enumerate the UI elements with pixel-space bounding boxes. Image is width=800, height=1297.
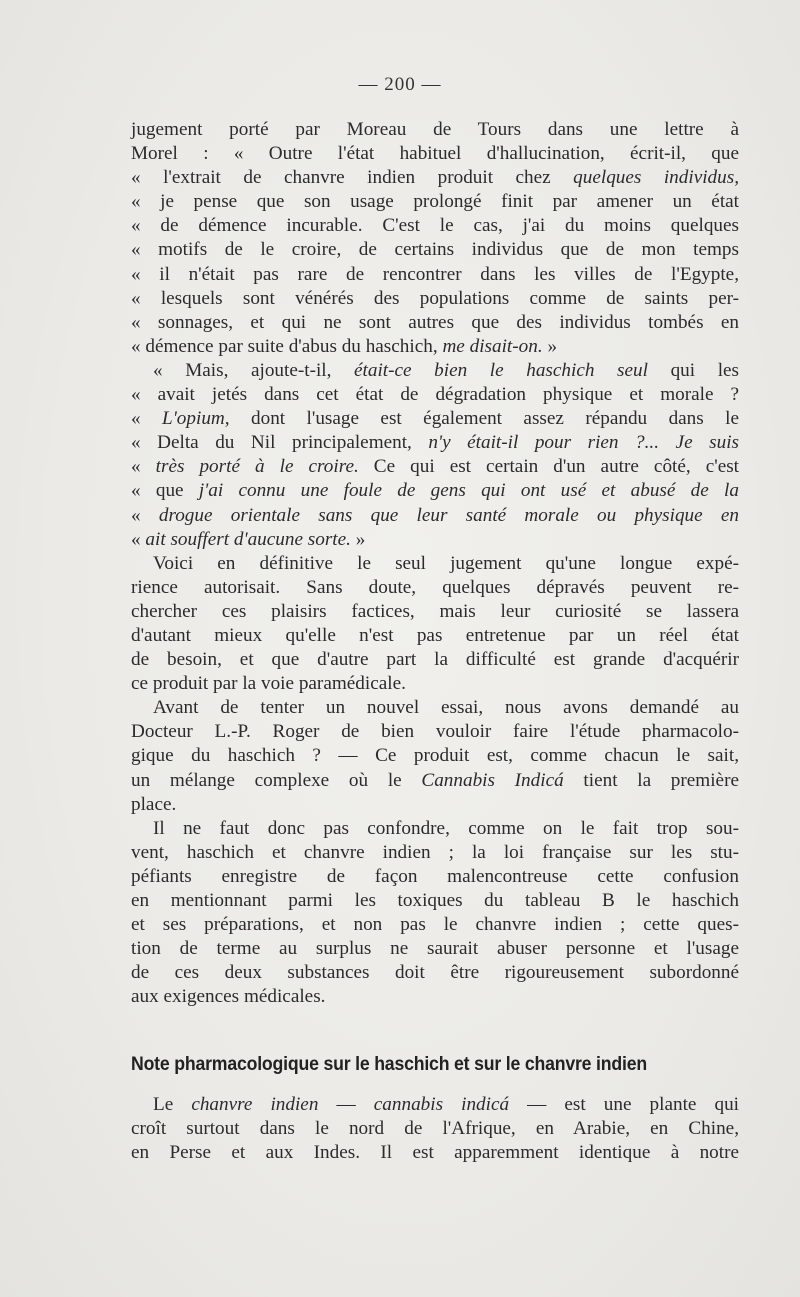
text-line: et ses préparations, et non pas le chanvre indien ; cette ques-: [131, 914, 739, 936]
body-text-continued: [131, 1093, 739, 1165]
text-line: Morel : « Outre l'état habituel d'hallucination, écrit-il, que: [131, 143, 739, 165]
text-line: gique du haschich ? — Ce produit est, comme chacun le sait,: [131, 745, 739, 767]
text-line: Voici en définitive le seul jugement qu'une longue expé-: [153, 552, 739, 574]
text-line: « L'opium, dont l'usage est également assez répandu dans le: [131, 408, 740, 430]
text-line: en mentionnant parmi les toxiques du tableau B le haschich: [131, 890, 739, 911]
text-line: « je pense que son usage prolongé finit par amener un état: [131, 191, 739, 213]
text-line: un mélange complexe où le Cannabis Indicá tient la première: [131, 769, 739, 791]
text-line: chercher ces plaisirs factices, mais leur curiosité se lassera: [131, 600, 739, 622]
text-line: « drogue orientale sans que leur santé morale ou physique en: [131, 504, 739, 526]
text-line: « l'extrait de chanvre indien produit chez quelques individus,: [131, 167, 739, 189]
text-line: Avant de tenter un nouvel essai, nous avons demandé au: [153, 697, 739, 719]
text-line: croît surtout dans le nord de l'Afrique, en Arabie, en Chine,: [131, 1118, 739, 1140]
text-line: « avait jetés dans cet état de dégradation physique et morale ?: [131, 384, 739, 406]
text-line: « lesquels sont vénérés des populations comme de saints per-: [131, 287, 739, 309]
text-line: « très porté à le croire. Ce qui est certain d'un autre côté, c'est: [131, 456, 740, 478]
text-line: place.: [131, 793, 177, 815]
text-line: « motifs de le croire, de certains individus que de mon temps: [131, 239, 739, 261]
text-line: de besoin, et que d'autre part la difficulté est grande d'acquérir: [131, 649, 739, 671]
text-line: Il ne faut donc pas confondre, comme on le fait trop sou-: [153, 817, 739, 839]
text-line: d'autant mieux qu'elle n'est pas entretenue par un réel état: [131, 624, 739, 646]
section-heading: Note pharmacologique sur le haschich et sur le chanvre indien: [131, 1054, 647, 1075]
text-line: « il n'était pas rare de rencontrer dans les villes de l'Egypte,: [131, 263, 739, 285]
text-line: Docteur L.-P. Roger de bien vouloir faire l'étude pharmacolo-: [131, 721, 739, 743]
text-line: ce produit par la voie paramédicale.: [131, 673, 406, 695]
text-line: « que j'ai connu une foule de gens qui ont usé et abusé de la: [131, 480, 739, 502]
text-line: tion de terme au surplus ne saurait abuser personne et l'usage: [131, 938, 739, 960]
text-line: rience autorisait. Sans doute, quelques dépravés peuvent re-: [131, 576, 739, 598]
text-line: aux exigences médicales.: [131, 986, 326, 1008]
text-line: péfiants enregistre de façon malencontreuse cette confusion: [131, 865, 739, 887]
page-number: — 200 —: [358, 74, 442, 95]
text-line: jugement porté par Moreau de Tours dans une lettre à: [131, 119, 739, 140]
text-line: « Mais, ajoute-t-il, était-ce bien le haschich seul qui les: [153, 359, 740, 381]
text-line: en Perse et aux Indes. Il est apparemment identique à notre: [131, 1142, 739, 1164]
text-line: « démence par suite d'abus du haschich, me disait-on. »: [131, 335, 558, 357]
body-text: [131, 118, 739, 1009]
text-line: « de démence incurable. C'est le cas, j'ai du moins quelques: [131, 215, 739, 237]
text-line: « ait souffert d'aucune sorte. »: [131, 528, 366, 550]
text-line: « sonnages, et qui ne sont autres que des individus tombés en: [131, 311, 739, 333]
text-line: vent, haschich et chanvre indien ; la loi française sur les stu-: [131, 841, 739, 863]
text-line: de ces deux substances doit être rigoureusement subordonné: [131, 962, 739, 984]
text-line: « Delta du Nil principalement, n'y était-il pour rien ?... Je suis: [131, 432, 739, 454]
text-line: Le chanvre indien — cannabis indicá — est une plante qui: [153, 1094, 740, 1115]
